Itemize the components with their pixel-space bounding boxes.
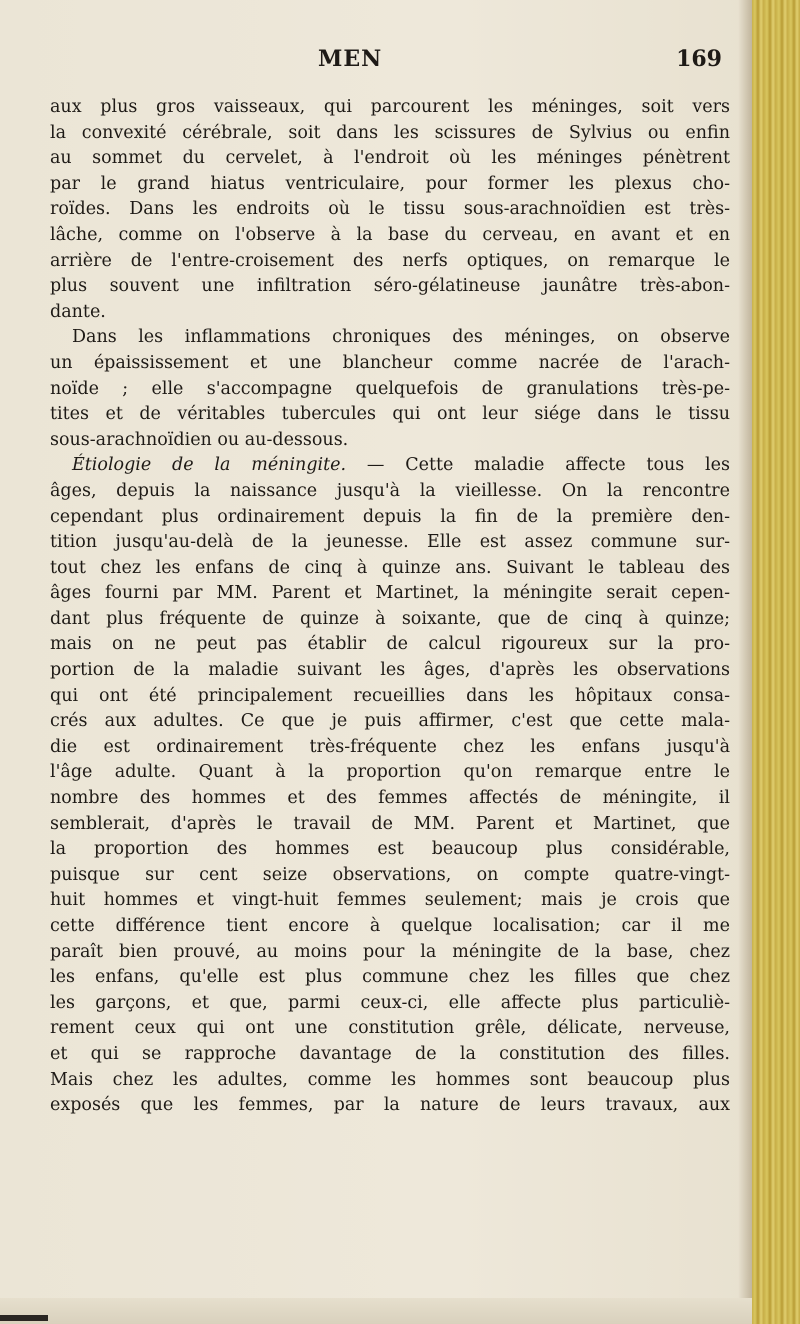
bottom-left-mark [0, 1315, 48, 1321]
text-line: âges, depuis la naissance jusqu'à la vieillesse. On la rencontre [50, 480, 730, 501]
section-heading-line [50, 453, 730, 479]
page-bottom-edge [0, 1298, 752, 1324]
text-line: plus souvent une infiltration séro-gélatineuse jaunâtre très-abon- [50, 276, 730, 297]
page-header [44, 46, 722, 86]
text-line: un épaississement et une blancheur comme nacrée de l'arach- [50, 352, 730, 373]
text-line: semblerait, d'après le travail de MM. Parent et Martinet, que [50, 813, 730, 834]
text-line: lâche, comme on l'observe à la base du cerveau, en avant et en [50, 224, 730, 245]
text-line: portion de la maladie suivant les âges, d'après les observations [50, 660, 730, 681]
text-line: noïde ; elle s'accompagne quelquefois de granulations très-pe- [50, 378, 730, 399]
text-line: puisque sur cent seize observations, on compte quatre-vingt- [50, 864, 730, 885]
text-line: rement ceux qui ont une constitution grêle, délicate, nerveuse, [50, 1018, 730, 1039]
page-gutter-shadow [738, 0, 752, 1324]
text-line: dant plus fréquente de quinze à soixante, que de cinq à quinze; [50, 608, 730, 629]
text-line: aux plus gros vaisseaux, qui parcourent les méninges, soit vers [50, 97, 730, 117]
text-line: tition jusqu'au-delà de la jeunesse. Elle est assez commune sur- [50, 532, 730, 553]
section-heading: Étiologie de la méningite. [72, 455, 347, 476]
text-line: tites et de véritables tubercules qui ont leur siége dans le tissu [50, 404, 730, 425]
text-line: huit hommes et vingt-huit femmes seulement; mais je crois que [50, 890, 730, 911]
text-line: au sommet du cervelet, à l'endroit où les méninges pénètrent [50, 148, 730, 169]
text-line: mais on ne peut pas établir de calcul rigoureux sur la pro- [50, 634, 730, 655]
page-number: 169 [676, 46, 722, 72]
body-text [50, 95, 730, 1119]
text-line: âges fourni par MM. Parent et Martinet, la méningite serait cepen- [50, 583, 730, 604]
text-line: roïdes. Dans les endroits où le tissu sous-arachnoïdien est très- [50, 199, 730, 220]
text-line: exposés que les femmes, par la nature de leurs travaux, aux [50, 1095, 730, 1116]
text-line: l'âge adulte. Quant à la proportion qu'on remarque entre le [50, 762, 730, 783]
text-line: cependant plus ordinairement depuis la fin de la première den- [50, 506, 730, 527]
text-line: les enfans, qu'elle est plus commune chez les filles que chez [50, 967, 730, 988]
text-line: cette différence tient encore à quelque localisation; car il me [50, 916, 730, 936]
text-line: Dans les inflammations chroniques des méninges, on observe [72, 327, 730, 348]
running-head: MEN [318, 46, 383, 72]
text-line: die est ordinairement très-fréquente chez les enfans jusqu'à [50, 736, 730, 757]
text-line: Cette maladie affecte tous les [405, 455, 730, 476]
text-line: les garçons, et que, parmi ceux-ci, elle affecte plus particuliè- [50, 992, 730, 1013]
book-binding-edge [752, 0, 800, 1324]
text-line: et qui se rapproche davantage de la constitution des filles. [50, 1043, 730, 1064]
text-line: la proportion des hommes est beaucoup plus considérable, [50, 839, 730, 860]
text-line: nombre des hommes et des femmes affectés de méningite, il [50, 788, 730, 809]
text-line: paraît bien prouvé, au moins pour la méningite de la base, chez [50, 941, 730, 962]
text-line: la convexité cérébrale, soit dans les scissures de Sylvius ou enfin [50, 122, 730, 143]
text-line: Mais chez les adultes, comme les hommes sont beaucoup plus [50, 1069, 730, 1090]
heading-dash: — [346, 455, 406, 476]
text-line: par le grand hiatus ventriculaire, pour former les plexus cho- [50, 173, 730, 194]
text-line: sous-arachnoïdien ou au-dessous. [50, 429, 349, 450]
text-line: crés aux adultes. Ce que je puis affirmer, c'est que cette mala- [50, 711, 730, 732]
text-line: arrière de l'entre-croisement des nerfs optiques, on remarque le [50, 250, 730, 271]
text-line: qui ont été principalement recueillies dans les hôpitaux consa- [50, 685, 730, 706]
text-line: tout chez les enfans de cinq à quinze ans. Suivant le tableau des [50, 557, 730, 578]
text-line: dante. [50, 301, 106, 322]
